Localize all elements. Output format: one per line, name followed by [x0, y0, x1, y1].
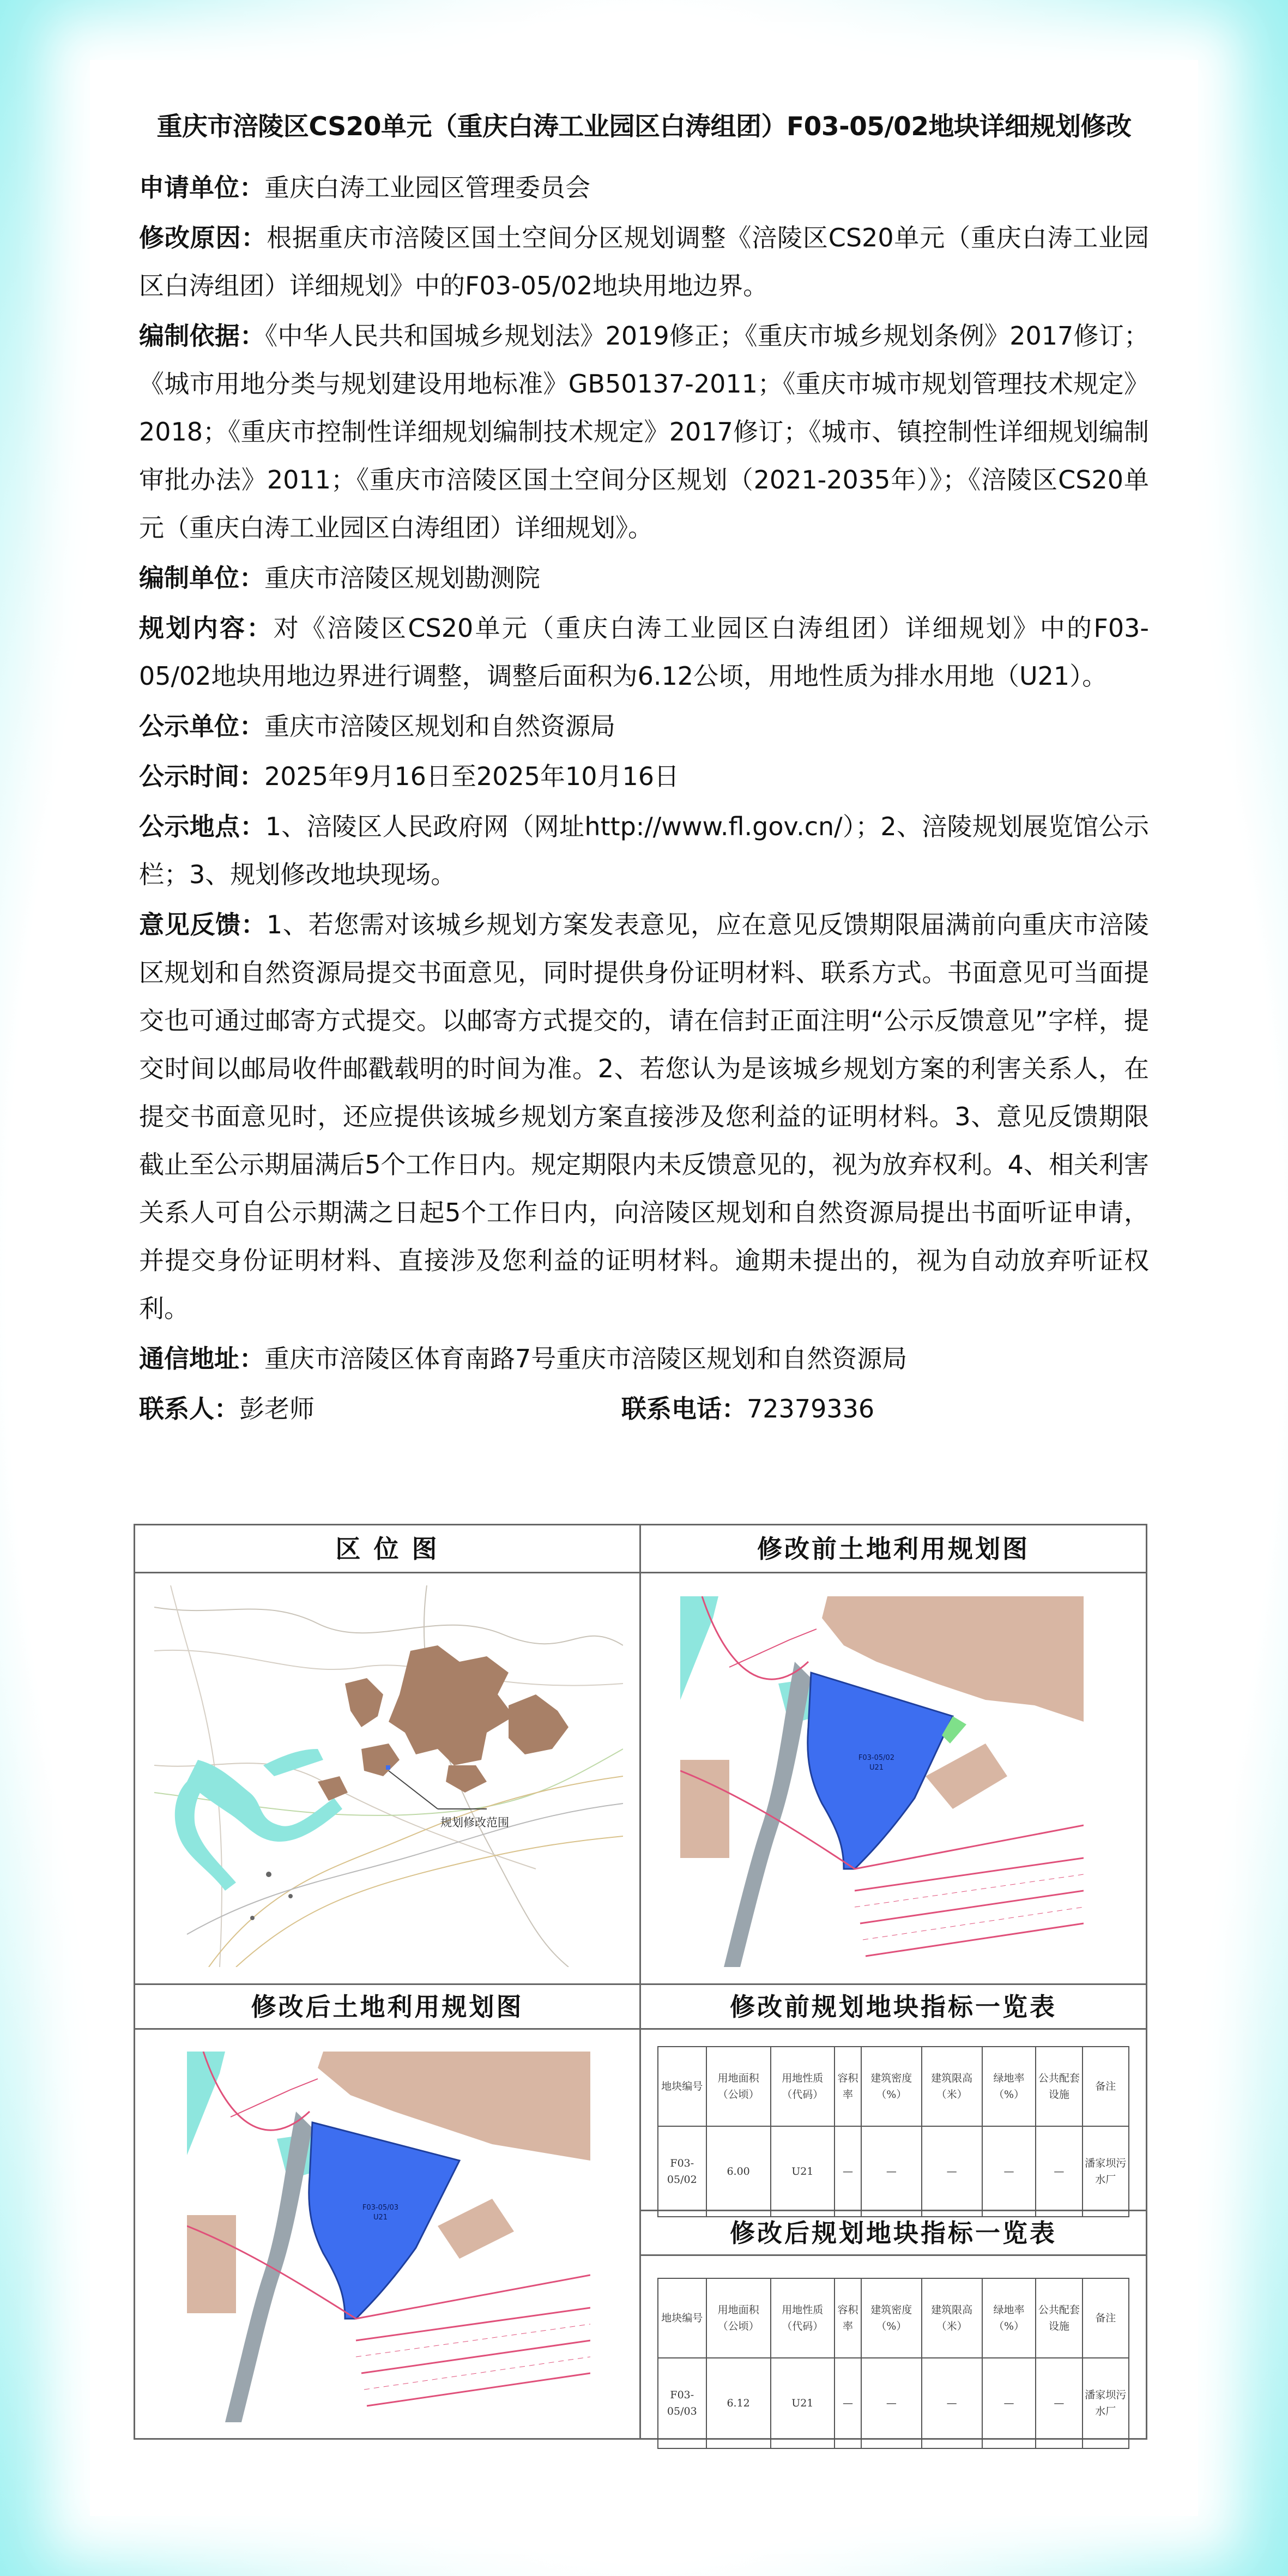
location-text: 1、涪陵区人民政府网（网址http://www.fl.gov.cn/）；2、涪陵规划展览馆公示栏；3、规划修改地块现场。	[139, 812, 1150, 889]
after-parcel-code: U21	[373, 2213, 388, 2222]
header-land-use: 用地性质（代码）	[771, 2278, 835, 2358]
location-map-title: 区 位 图	[335, 1534, 439, 1564]
period-paragraph	[139, 752, 1149, 800]
header-parcel-id: 地块编号	[658, 2278, 706, 2358]
cell-land-use: U21	[771, 2358, 835, 2448]
table-row	[658, 2126, 1129, 2217]
contact-person-label: 联系人：	[139, 1394, 239, 1423]
publisher-paragraph	[139, 702, 1149, 750]
basis-paragraph	[139, 312, 1149, 552]
cell-density: —	[861, 2358, 921, 2448]
address-paragraph	[139, 1335, 1149, 1383]
cell-green: —	[982, 2126, 1036, 2217]
header-area: 用地面积（公顷）	[706, 2047, 771, 2126]
location-map-label: 规划修改范围	[440, 1816, 509, 1829]
before-parcel-label: F03-05/02	[858, 1754, 895, 1762]
applicant-paragraph	[139, 164, 1149, 212]
location-label: 公示地点：	[139, 812, 265, 841]
after-table-title: 修改后规划地块指标一览表	[730, 2218, 1057, 2248]
header-remarks: 备注	[1083, 2047, 1129, 2126]
cell-area: 6.12	[706, 2358, 771, 2448]
basis-text: 《中华人民共和国城乡规划法》2019修正；《重庆市城乡规划条例》2017修订；《城市用地分类与规划建设用地标准》GB50137-2011；《重庆市城市规划管理技术规定》2018；《重庆市控制性详细规划编制技术规定》2017修订；《城市、镇控制性详细规划编制审批办法》2011；《重庆市涪陵区国土空间分区规划（2021-2035年）》；《涪陵区CS20单元（重庆白涛工业园区白涛组团）详细规划》。	[139, 321, 1149, 542]
compiler-label: 编制单位：	[139, 563, 264, 593]
publisher-label: 公示单位：	[139, 711, 264, 741]
header-facilities: 公共配套设施	[1036, 2278, 1082, 2358]
location-paragraph	[139, 803, 1149, 898]
before-land-use-map	[680, 1596, 1084, 1967]
cell-area: 6.00	[706, 2126, 771, 2217]
cell-parcel-id: F03-05/02	[658, 2126, 706, 2217]
after-land-use-map	[187, 2052, 590, 2422]
notice-title: 重庆市涪陵区CS20单元（重庆白涛工业园区白涛组团）F03-05/02地块详细规划修改	[156, 112, 1132, 142]
cell-far: —	[835, 2126, 861, 2217]
reason-label: 修改原因：	[139, 223, 267, 252]
location-map	[154, 1585, 623, 1967]
cell-green: —	[982, 2358, 1036, 2448]
header-area: 用地面积（公顷）	[706, 2278, 771, 2358]
header-remarks: 备注	[1083, 2278, 1129, 2358]
header-far: 容积率	[835, 2278, 861, 2358]
content-paragraph	[139, 604, 1149, 700]
reason-text: 根据重庆市涪陵区国土空间分区规划调整《涪陵区CS20单元（重庆白涛工业园区白涛组团）详细规划》中的F03-05/02地块用地边界。	[139, 223, 1150, 300]
after-map-title: 修改后土地利用规划图	[251, 1992, 524, 2022]
header-density: 建筑密度（%）	[861, 2278, 921, 2358]
applicant-label: 申请单位：	[139, 173, 264, 202]
header-parcel-id: 地块编号	[658, 2047, 706, 2126]
header-land-use: 用地性质（代码）	[771, 2047, 835, 2126]
header-height: 建筑限高（米）	[922, 2278, 982, 2358]
period-text: 2025年9月16日至2025年10月16日	[264, 762, 679, 791]
contact-row	[139, 1385, 1149, 1433]
header-green: 绿地率（%）	[982, 2047, 1036, 2126]
cell-density: —	[861, 2126, 921, 2217]
address-label: 通信地址：	[139, 1344, 264, 1373]
before-index-table	[657, 2046, 1129, 2217]
cell-height: —	[922, 2358, 982, 2448]
contact-phone-number: 72379336	[747, 1394, 875, 1423]
before-map-title: 修改前土地利用规划图	[757, 1534, 1030, 1564]
cell-remarks: 潘家坝污水厂	[1083, 2126, 1129, 2217]
cell-facilities: —	[1036, 2358, 1082, 2448]
before-table-title: 修改前规划地块指标一览表	[730, 1992, 1057, 2022]
map-grid	[134, 1524, 1147, 2440]
content-text: 对《涪陵区CS20单元（重庆白涛工业园区白涛组团）详细规划》中的F03-05/02地块用地边界进行调整，调整后面积为6.12公顷，用地性质为排水用地（U21）。	[139, 613, 1149, 691]
notice-body	[139, 164, 1149, 1433]
cell-land-use: U21	[771, 2126, 835, 2217]
cell-parcel-id: F03-05/03	[658, 2358, 706, 2448]
contact-person-name: 彭老师	[239, 1394, 315, 1423]
after-parcel-label: F03-05/03	[362, 2204, 399, 2212]
after-index-table	[657, 2278, 1129, 2449]
content-label: 规划内容：	[139, 613, 274, 643]
cell-facilities: —	[1036, 2126, 1082, 2217]
contact-phone-label: 联系电话：	[621, 1394, 747, 1423]
table-row	[658, 2358, 1129, 2448]
feedback-label: 意见反馈：	[139, 910, 267, 939]
feedback-paragraph	[139, 901, 1149, 1332]
header-green: 绿地率（%）	[982, 2278, 1036, 2358]
applicant-text: 重庆白涛工业园区管理委员会	[264, 173, 590, 202]
period-label: 公示时间：	[139, 762, 264, 791]
header-density: 建筑密度（%）	[861, 2047, 921, 2126]
basis-label: 编制依据：	[139, 321, 265, 351]
header-far: 容积率	[835, 2047, 861, 2126]
compiler-text: 重庆市涪陵区规划勘测院	[264, 563, 540, 593]
address-text: 重庆市涪陵区体育南路7号重庆市涪陵区规划和自然资源局	[264, 1344, 908, 1373]
before-table-header-row	[658, 2047, 1129, 2126]
compiler-paragraph	[139, 554, 1149, 602]
grid-divider-h1	[135, 1572, 1146, 1573]
cell-height: —	[922, 2126, 982, 2217]
cell-far: —	[835, 2358, 861, 2448]
contact-phone	[621, 1385, 874, 1433]
feedback-text: 1、若您需对该城乡规划方案发表意见，应在意见反馈期限届满前向重庆市涪陵区规划和自然资源局提交书面意见，同时提供身份证明材料、联系方式。书面意见可当面提交也可通过邮寄方式提交。以邮寄方式提交的，请在信封正面注明“公示反馈意见”字样，提交时间以邮局收件邮戳载明的时间为准。2、若您认为是该城乡规划方案的利害关系人，在提交书面意见时，还应提供该城乡规划方案直接涉及您利益的证明材料。3、意见反馈期限截止至公示期届满后5个工作日内。规定期限内未反馈意见的，视为放弃权利。4、相关利害关系人可自公示期满之日起5个工作日内，向涪陵区规划和自然资源局提出书面听证申请，并提交身份证明材料、直接涉及您利益的证明材料。逾期未提出的，视为自动放弃听证权利。	[139, 910, 1149, 1323]
grid-divider-vertical	[639, 1525, 641, 2438]
cell-remarks: 潘家坝污水厂	[1083, 2358, 1129, 2448]
reason-paragraph	[139, 214, 1149, 310]
header-height: 建筑限高（米）	[922, 2047, 982, 2126]
before-parcel-code: U21	[869, 1764, 884, 1772]
publisher-text: 重庆市涪陵区规划和自然资源局	[264, 711, 615, 741]
after-table-header-row	[658, 2278, 1129, 2358]
header-facilities: 公共配套设施	[1036, 2047, 1082, 2126]
contact-person	[139, 1385, 621, 1433]
